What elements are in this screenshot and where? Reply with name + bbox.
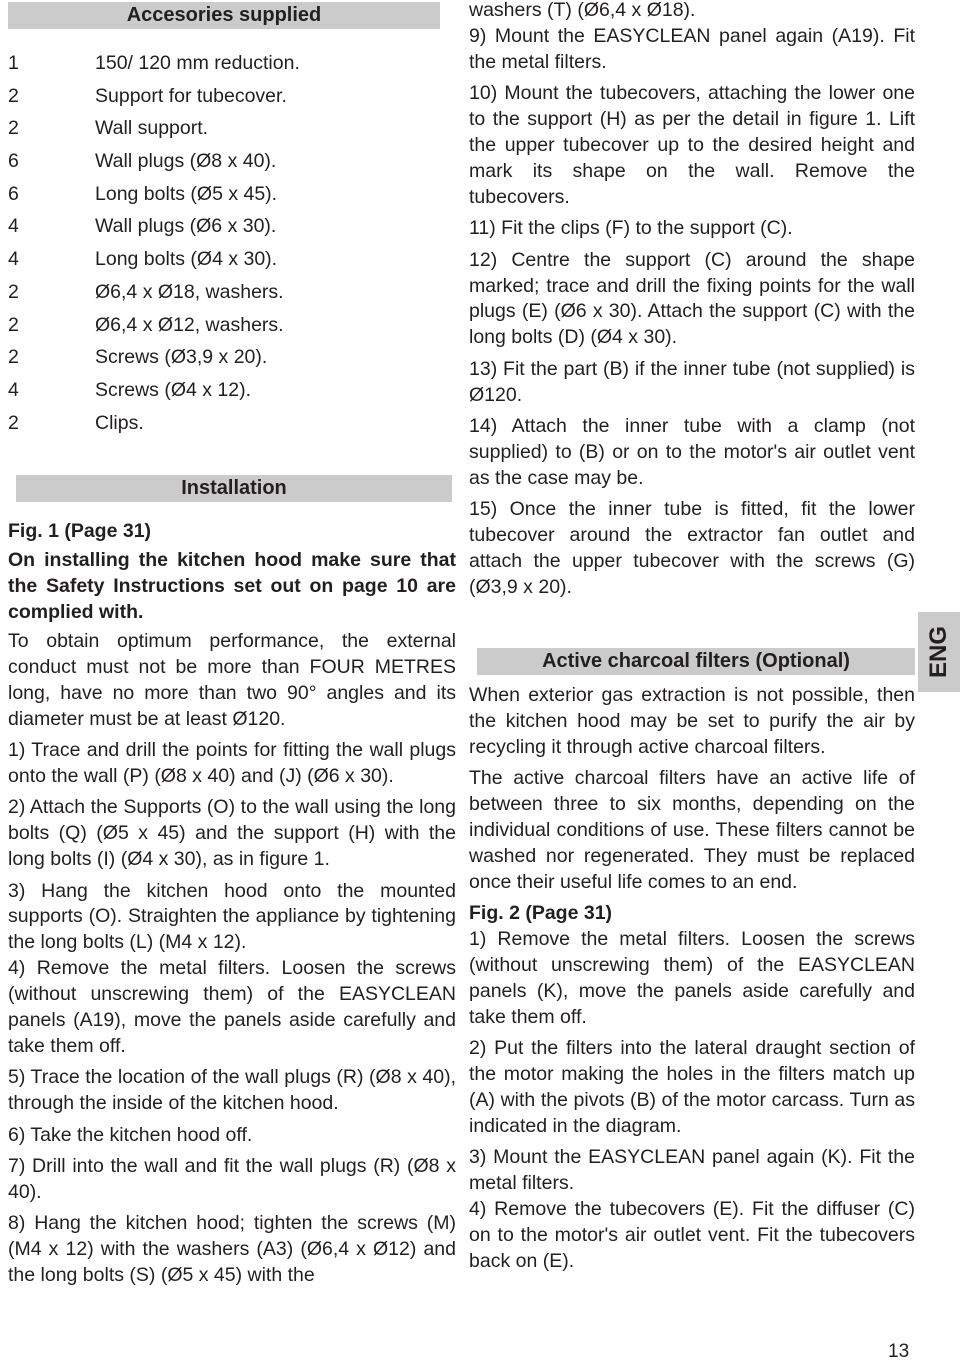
installation-step: 9) Mount the EASYCLEAN panel again (A19). Fit the metal filters. [469, 24, 915, 73]
item-desc: Clips. [95, 411, 144, 434]
item-qty: 4 [8, 215, 19, 238]
item-desc: Ø6,4 x Ø12, washers. [95, 313, 284, 336]
item-desc: Wall support. [95, 117, 209, 140]
charcoal-paragraph: The active charcoal filters have an active life of between three to six months, depending on the individual conditions of use. These filters cannot be washed nor regenerated. They must be replaced once their useful life comes to an end. [469, 767, 915, 893]
charcoal-step: 3) Mount the EASYCLEAN panel again (K). Fit the metal filters. [469, 1146, 915, 1195]
item-qty: 4 [8, 378, 19, 401]
item-qty: 4 [8, 248, 19, 271]
installation-step: 3) Hang the kitchen hood onto the mounted supports (O). Straighten the appliance by tightening the long bolts (L) (M4 x 12). [8, 879, 456, 954]
list-item [8, 80, 456, 113]
item-desc: Ø6,4 x Ø18, washers. [95, 280, 284, 303]
item-desc: Support for tubecover. [95, 84, 287, 107]
item-desc: Long bolts (Ø5 x 45). [95, 182, 278, 205]
installation-step: 11) Fit the clips (F) to the support (C). [469, 217, 793, 240]
installation-step-continued: washers (T) (Ø6,4 x Ø18). [469, 0, 696, 21]
list-item [8, 243, 456, 276]
accessories-heading: Accesories supplied [8, 2, 440, 29]
list-item [8, 276, 456, 309]
accessories-list [8, 47, 456, 439]
charcoal-step: 2) Put the filters into the lateral draught section of the motor making the holes in the filters match up (A) with the pivots (B) of the motor carcass. Turn as indicated in the diagram. [469, 1037, 915, 1137]
installation-step: 4) Remove the metal filters. Loosen the screws (without unscrewing them) of the EASYCLEAN panels (A19), move the panels aside carefully and take them off. [8, 957, 456, 1057]
item-desc: Screws (Ø4 x 12). [95, 378, 252, 401]
item-qty: 1 [8, 52, 19, 74]
item-desc: Long bolts (Ø4 x 30). [95, 248, 278, 271]
item-desc: 150/ 120 mm reduction. [95, 52, 300, 74]
list-item [8, 210, 456, 243]
figure-reference: Fig. 2 (Page 31) [469, 902, 613, 925]
charcoal-step: 1) Remove the metal filters. Loosen the screws (without unscrewing them) of the EASYCLEAN panels (K), move the panels aside carefully and take them off. [469, 928, 915, 1028]
installation-heading: Installation [16, 475, 452, 502]
installation-step: 8) Hang the kitchen hood; tighten the screws (M) (M4 x 12) with the washers (A3) (Ø6,4 x Ø12) and the long bolts (S) (Ø5 x 45) with the [8, 1212, 456, 1287]
item-qty: 2 [8, 280, 19, 303]
list-item [8, 112, 456, 145]
installation-step: 14) Attach the inner tube with a clamp (not supplied) to (B) or on to the motor's air outlet vent as the case may be. [469, 415, 915, 489]
item-qty: 2 [8, 117, 19, 140]
charcoal-step: 4) Remove the tubecovers (E). Fit the diffuser (C) on to the motor's air outlet vent. Fit the tubecovers back on (E). [469, 1198, 915, 1272]
installation-step: 12) Centre the support (C) around the shape marked; trace and drill the fixing points for the wall plugs (E) (Ø6 x 30). Attach the support (C) with the long bolts (D) (Ø4 x 30). [469, 248, 915, 349]
list-item [8, 309, 456, 342]
installation-step: 10) Mount the tubecovers, attaching the lower one to the support (H) as per the detail in figure 1. Lift the upper tubecover up to the desired height and mark its shape on the wall. Remove the tubecovers. [469, 82, 915, 208]
list-item [8, 374, 456, 407]
left-column [8, 0, 456, 1289]
list-item [8, 341, 456, 374]
installation-step: 5) Trace the location of the wall plugs (R) (Ø8 x 40), through the inside of the kitchen hood. [8, 1066, 456, 1115]
installation-step: 1) Trace and drill the points for fitting the wall plugs onto the wall (P) (Ø8 x 40) and (J) (Ø6 x 30). [8, 739, 456, 787]
item-qty: 2 [8, 346, 19, 369]
installation-step: 13) Fit the part (B) if the inner tube (not supplied) is Ø120. [469, 357, 915, 406]
item-desc: Screws (Ø3,9 x 20). [95, 346, 268, 369]
item-qty: 2 [8, 84, 19, 107]
installation-step: 15) Once the inner tube is fitted, fit the lower tubecover around the extractor fan outlet and attach the upper tubecover with the screws (G) (Ø3,9 x 20). [469, 498, 915, 599]
charcoal-filters-heading: Active charcoal filters (Optional) [477, 648, 915, 675]
language-tab [918, 612, 960, 692]
item-desc: Wall plugs (Ø8 x 40). [95, 150, 277, 173]
safety-warning: On installing the kitchen hood make sure that the Safety Instructions set out on page 10 are complied with. [8, 549, 456, 623]
list-item [8, 407, 456, 440]
charcoal-paragraph: When exterior gas extraction is not possible, then the kitchen hood may be set to purify the air by recycling it through active charcoal filters. [469, 683, 915, 758]
list-item [8, 145, 456, 178]
right-column [469, 0, 915, 1275]
figure-reference: Fig. 1 (Page 31) [8, 520, 152, 543]
installation-intro: To obtain optimum performance, the external conduct must not be more than FOUR METRES long, have no more than two 90° angles and its diameter must be at least Ø120. [8, 629, 456, 730]
item-qty: 6 [8, 150, 19, 173]
installation-step: 6) Take the kitchen hood off. [8, 1123, 253, 1146]
list-item [8, 47, 456, 80]
language-tab-label: ENG [925, 625, 953, 679]
installation-step: 7) Drill into the wall and fit the wall plugs (R) (Ø8 x 40). [8, 1155, 456, 1203]
item-qty: 2 [8, 411, 19, 434]
item-desc: Wall plugs (Ø6 x 30). [95, 215, 277, 238]
item-qty: 2 [8, 313, 19, 336]
list-item [8, 178, 456, 211]
installation-step: 2) Attach the Supports (O) to the wall using the long bolts (Q) (Ø5 x 45) and the support (H) with the long bolts (I) (Ø4 x 30), as in figure 1. [8, 796, 456, 871]
page-number: 13 [888, 1341, 910, 1362]
item-qty: 6 [8, 182, 19, 205]
